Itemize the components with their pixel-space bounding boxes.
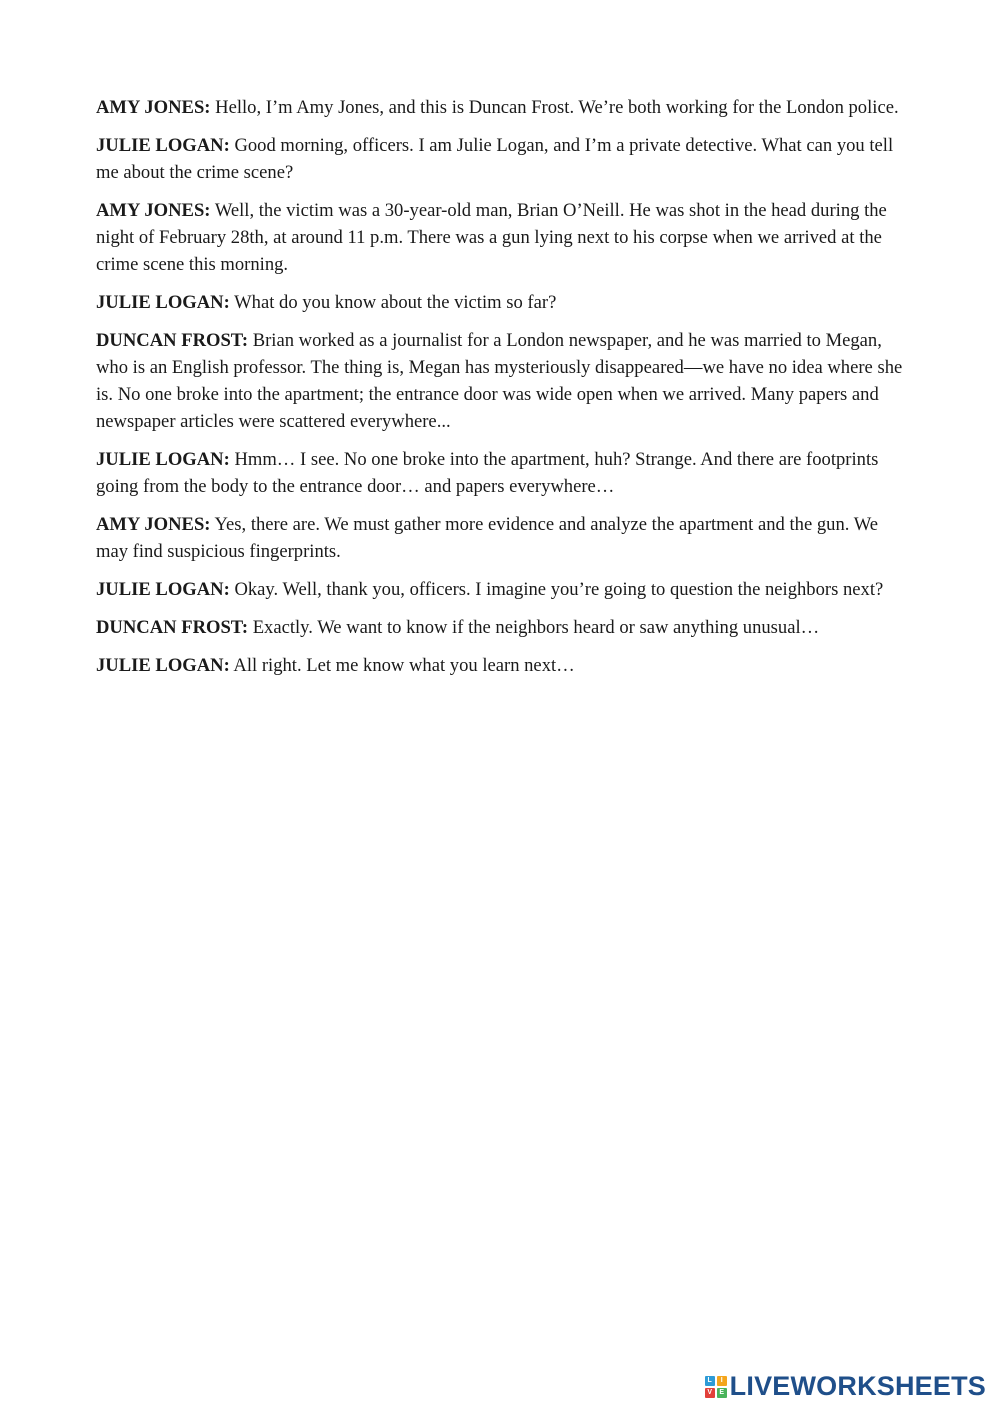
speaker-name: AMY JONES:	[96, 514, 211, 535]
liveworksheets-logo-icon	[705, 1376, 727, 1398]
dialogue-text-line: Well, the victim was a 30-year-old man, Brian O’Neill. He was shot in the head during the night of February 28th, at around 11 p.m. There was a gun lying next to his corpse when we arrived at the crime scene this morning.	[96, 200, 887, 275]
dialogue-text-line: Hmm… I see. No one broke into the apartment, huh? Strange. And there are footprints going from the body to the entrance door… and papers everywhere…	[96, 449, 879, 497]
logo-tile-i: I	[717, 1376, 727, 1386]
dialogue-line-3	[96, 197, 908, 278]
dialogue-line-5	[96, 327, 908, 435]
dialogue-text-line: Hello, I’m Amy Jones, and this is Duncan Frost. We’re both working for the London police.	[215, 97, 899, 118]
dialogue-text-line: All right. Let me know what you learn next…	[233, 655, 575, 676]
dialogue-text-line: Yes, there are. We must gather more evidence and analyze the apartment and the gun. We may find suspicious fingerprints.	[96, 514, 879, 562]
dialogue-line-4	[96, 289, 908, 316]
dialogue-line-2	[96, 132, 908, 186]
logo-tile-e: E	[717, 1388, 727, 1398]
dialogue-line-1	[96, 94, 908, 121]
dialogue-text-line: What do you know about the victim so far?	[234, 292, 557, 313]
speaker-name: JULIE LOGAN:	[96, 579, 230, 600]
dialogue-text-line: Brian worked as a journalist for a London newspaper, and he was married to Megan, who is an English professor. The thing is, Megan has mysteriously disappeared—we have no idea where she is. No one broke into the apartment; the entrance door was wide open when we arrived. Many papers and newspaper articles were scattered everywhere...	[96, 330, 903, 432]
logo-tile-l: L	[705, 1376, 715, 1386]
dialogue-line-9	[96, 614, 908, 641]
dialogue-text-line: Exactly. We want to know if the neighbors heard or saw anything unusual…	[252, 617, 820, 638]
speaker-name: JULIE LOGAN:	[96, 292, 230, 313]
dialogue-line-6	[96, 446, 908, 500]
speaker-name: JULIE LOGAN:	[96, 135, 230, 156]
dialogue-text-line: Okay. Well, thank you, officers. I imagine you’re going to question the neighbors next?	[234, 579, 884, 600]
logo-tile-v: V	[705, 1388, 715, 1398]
dialogue-line-10	[96, 652, 908, 679]
speaker-name: DUNCAN FROST:	[96, 330, 249, 351]
speaker-name: JULIE LOGAN:	[96, 449, 230, 470]
liveworksheets-brand	[705, 1371, 986, 1402]
liveworksheets-wordmark: LIVEWORKSHEETS	[729, 1371, 986, 1401]
dialogue-line-7	[96, 511, 908, 565]
speaker-name: AMY JONES:	[96, 200, 211, 221]
dialogue-line-8	[96, 576, 908, 603]
speaker-name: AMY JONES:	[96, 97, 211, 118]
dialogue-text-line: Good morning, officers. I am Julie Logan, and I’m a private detective. What can you tell me about the crime scene?	[96, 135, 894, 183]
dialogue-text	[96, 94, 908, 690]
speaker-name: JULIE LOGAN:	[96, 655, 230, 676]
speaker-name: DUNCAN FROST:	[96, 617, 249, 638]
